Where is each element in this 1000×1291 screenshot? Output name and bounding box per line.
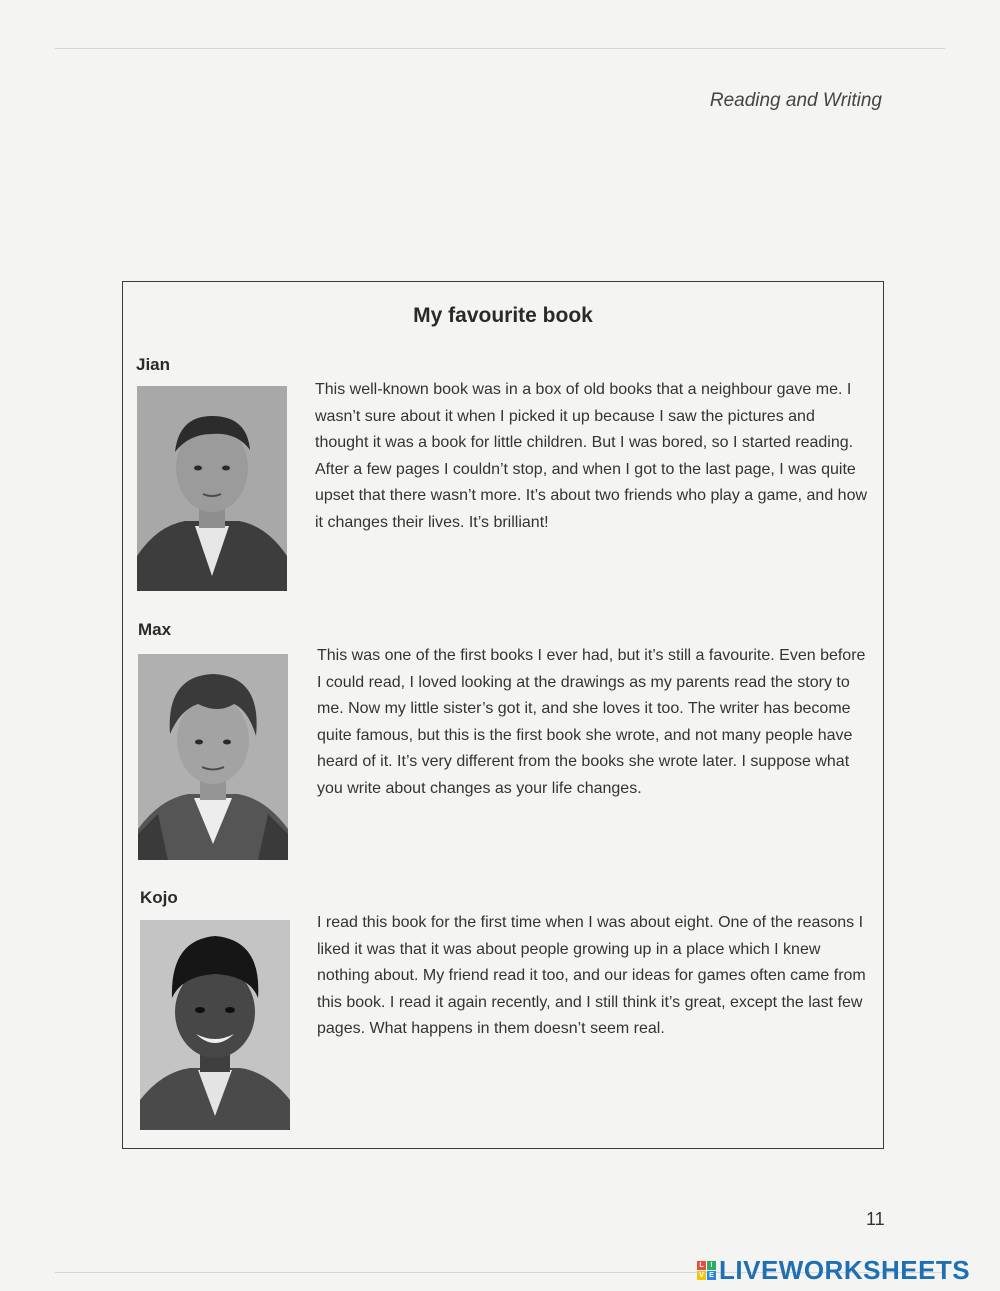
entry-name-jian: Jian bbox=[136, 355, 171, 374]
portrait-jian-icon bbox=[137, 386, 287, 591]
liveworksheets-mark-icon bbox=[697, 1261, 716, 1280]
entry-name-max: Max bbox=[138, 620, 172, 639]
liveworksheets-logo[interactable] bbox=[697, 1255, 970, 1286]
reading-panel bbox=[122, 281, 884, 1149]
photo-max bbox=[138, 654, 288, 860]
entry-text-jian: This well-known book was in a box of old books that a neighbour gave me. I wasn’t sure about it when I picked it up because I saw the pictures and thought it was a book for little children. But I was bored, so I started reading. After a few pages I couldn’t stop, and when I got to the last page, I was quite upset that there wasn’t more. It’s about two friends who play a game, and how it changes their lives. It’s brilliant! bbox=[315, 381, 868, 531]
brand-mark-l: L bbox=[697, 1261, 706, 1270]
top-rule bbox=[55, 48, 945, 49]
section-label: Reading and Writing bbox=[709, 90, 882, 111]
page-number: 11 bbox=[866, 1209, 885, 1229]
entry-text-max: This was one of the first books I ever had, but it’s still a favourite. Even before I could read, I loved looking at the drawings as my parents read the story to me. Now my little sister’s got it, and she loves it too. The writer has become quite famous, but this is the first book she wrote, and not many people have heard of it. It’s very different from the books she wrote later. I suppose what you write about changes as your life changes. bbox=[317, 647, 866, 797]
brand-text: LIVEWORKSHEETS bbox=[719, 1255, 971, 1285]
portrait-max-icon bbox=[138, 654, 288, 860]
photo-jian bbox=[137, 386, 287, 591]
entry-name-kojo: Kojo bbox=[140, 888, 178, 907]
brand-mark-e: E bbox=[707, 1271, 716, 1280]
photo-kojo bbox=[140, 920, 290, 1130]
brand-mark-v: V bbox=[697, 1271, 706, 1280]
portrait-kojo-icon bbox=[140, 920, 290, 1130]
panel-title: My favourite book bbox=[413, 304, 593, 327]
entry-text-kojo: I read this book for the first time when I was about eight. One of the reasons I liked it was that it was about people growing up in a place which I knew nothing about. My friend read it too, and our ideas for games often came from this book. I read it again recently, and I still think it’s great, except the last few pages. What happens in them doesn’t seem real. bbox=[317, 914, 866, 1037]
brand-mark-i: I bbox=[707, 1261, 716, 1270]
